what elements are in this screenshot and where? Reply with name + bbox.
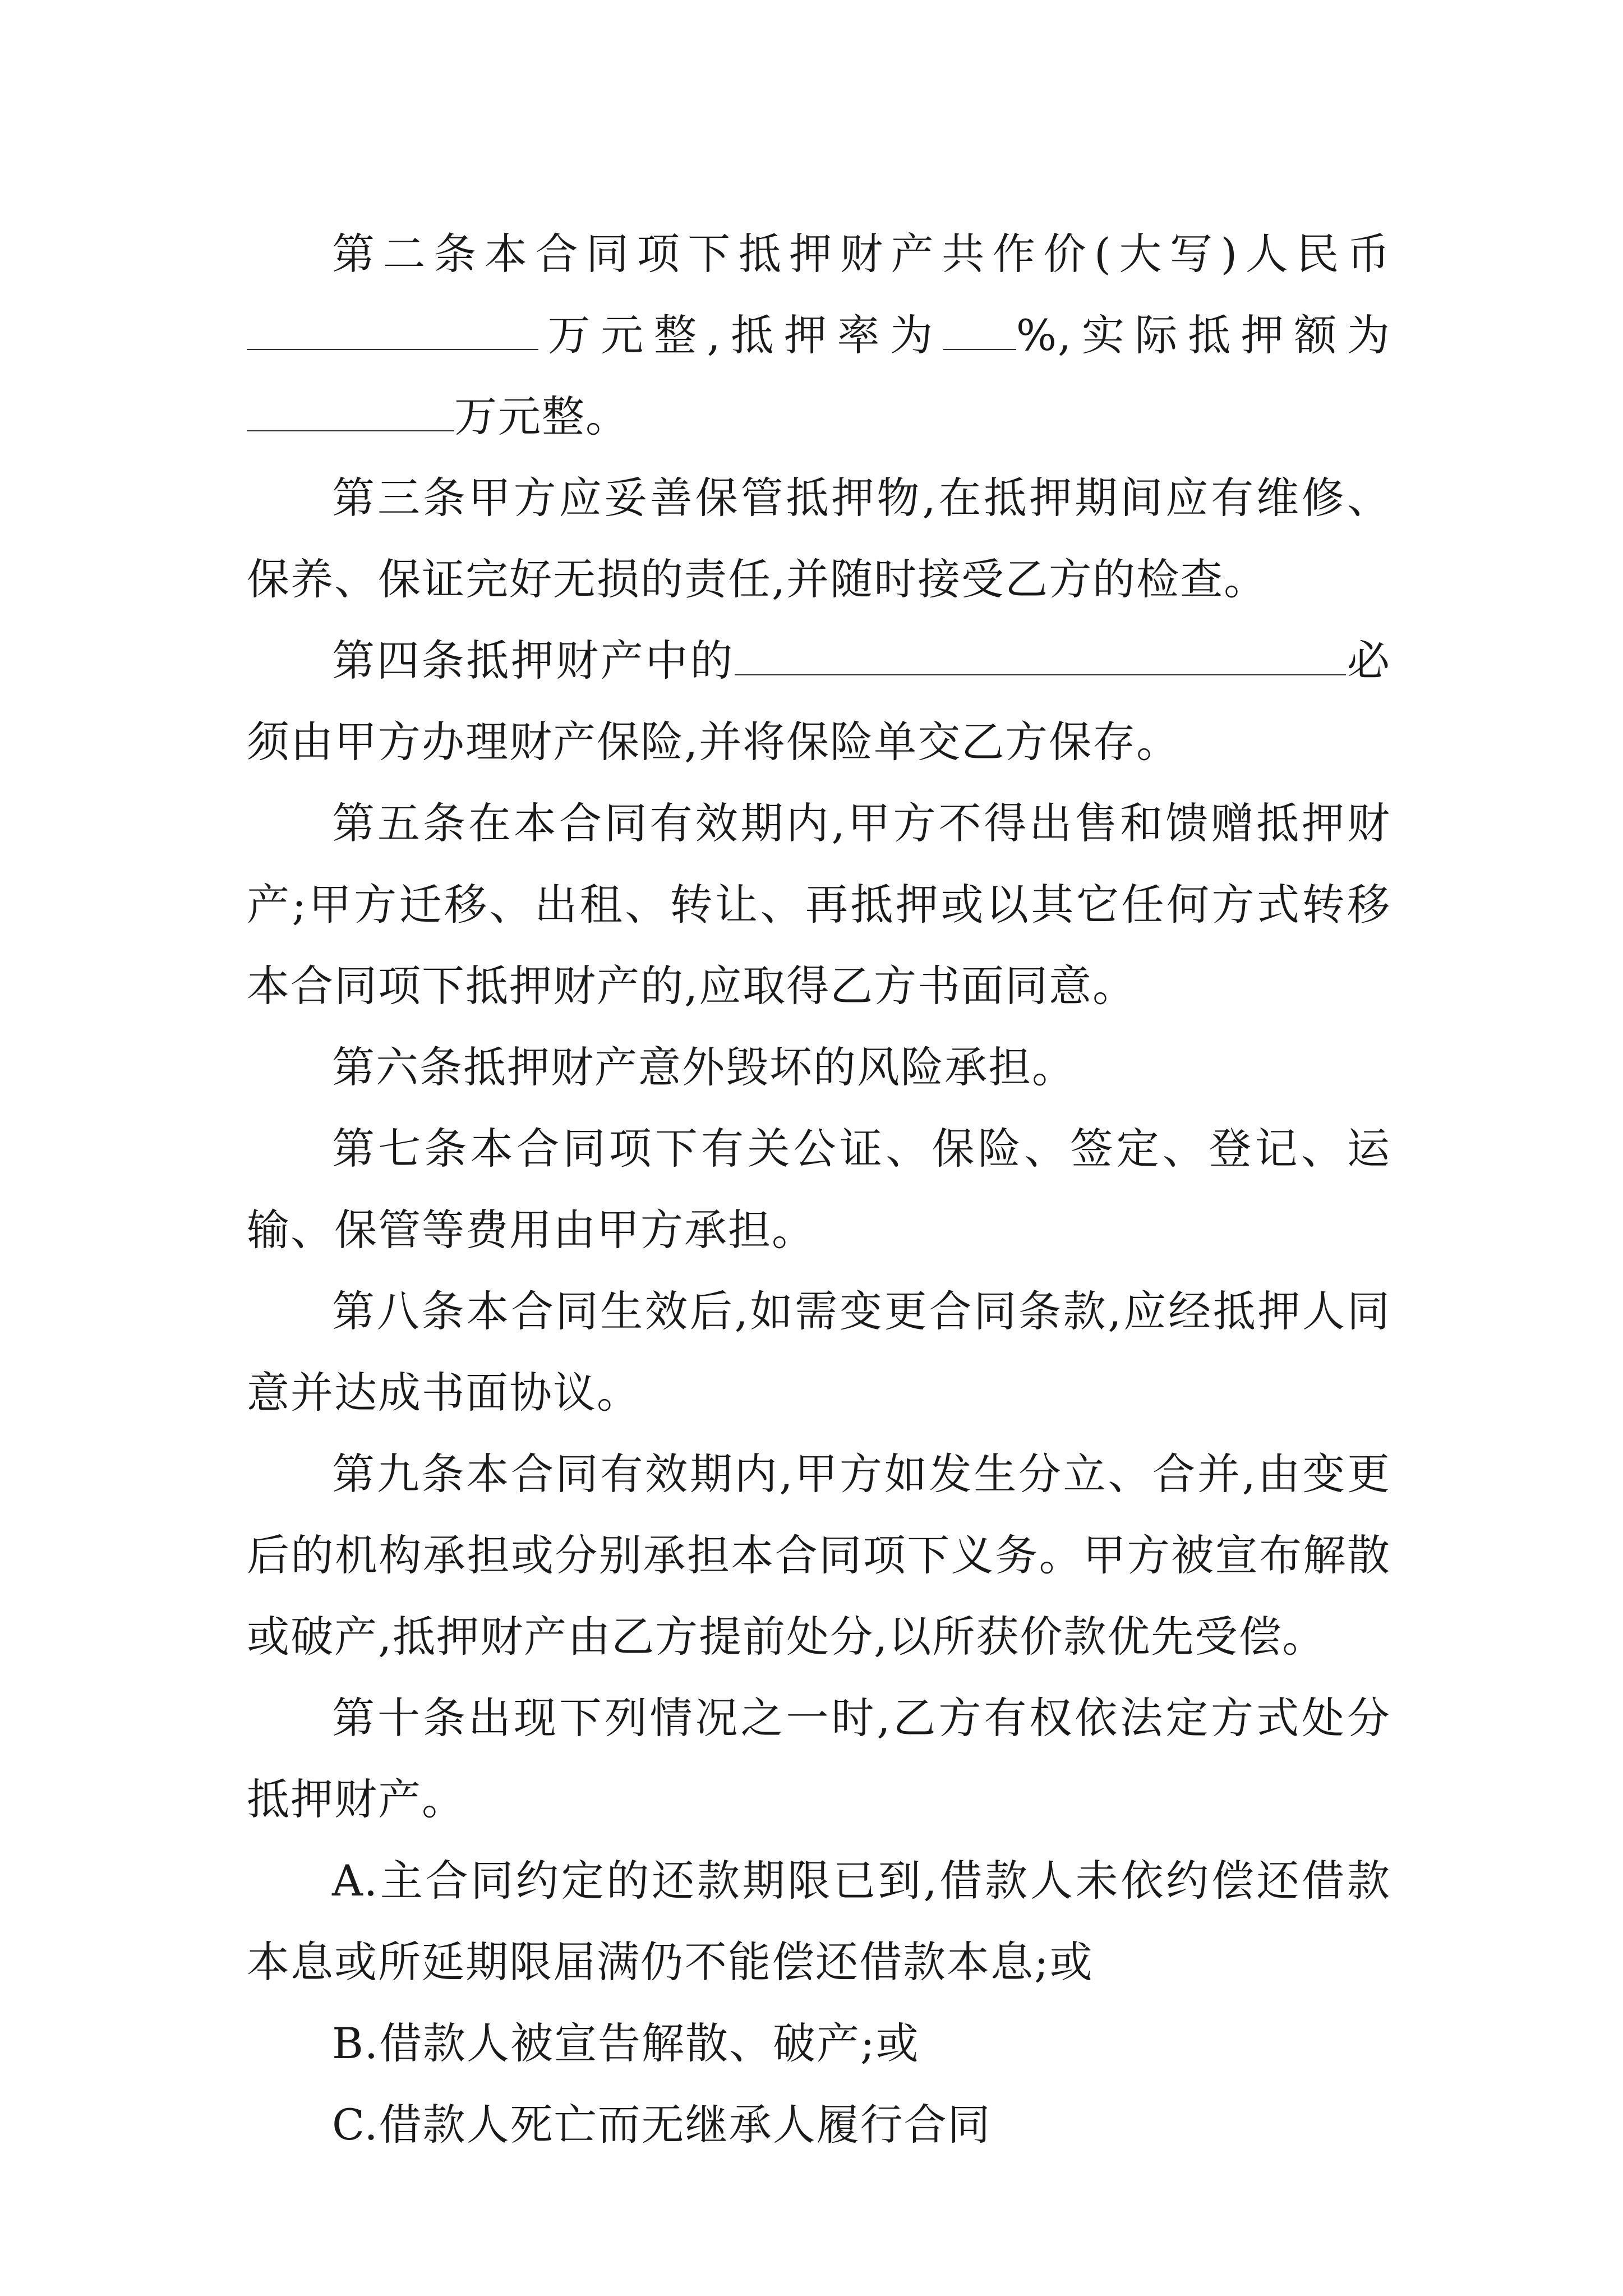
article-2-text-b: 万元整,抵押率为: [538, 310, 943, 360]
list-item-a: A.主合同约定的还款期限已到,借款人未依约偿还借款本息或所延期限届满仍不能偿还借款本息;或: [247, 1856, 1391, 1987]
article-4-text-b: 必须由甲方办理财产保险,并将保险单交乙方保存。: [247, 636, 1391, 767]
article-8: 第八条本合同生效后,如需变更合同条款,应经抵押人同意并达成书面协议。: [247, 1286, 1391, 1418]
article-6: 第六条抵押财产意外毁坏的风险承担。: [332, 1042, 1076, 1092]
article-7: 第七条本合同项下有关公证、保险、签定、登记、运输、保管等费用由甲方承担。: [247, 1124, 1391, 1255]
article-2-text-c: %,实际抵押额为: [1016, 310, 1391, 360]
rate-blank[interactable]: [943, 309, 1016, 350]
article-2: [247, 213, 1391, 457]
amount-blank[interactable]: [247, 390, 454, 431]
article-3: 第三条甲方应妥善保管抵押物,在抵押期间应有维修、保养、保证完好无损的责任,并随时接受乙方的检查。: [247, 473, 1391, 604]
article-4-text-a: 第四条抵押财产中的: [332, 636, 735, 685]
article-2-text-d: 万元整。: [454, 392, 629, 441]
price-blank[interactable]: [247, 309, 538, 350]
document-body: [247, 213, 1391, 2165]
article-10: 第十条出现下列情况之一时,乙方有权依法定方式处分抵押财产。: [247, 1693, 1391, 1824]
insured-items-blank[interactable]: [735, 634, 1346, 675]
article-5: 第五条在本合同有效期内,甲方不得出售和馈赠抵押财产;甲方迁移、出租、转让、再抵押或以其它任何方式转移本合同项下抵押财产的,应取得乙方书面同意。: [247, 798, 1391, 1011]
article-2-text-a: 第二条本合同项下抵押财产共作价(大写)人民币: [332, 229, 1391, 279]
list-item-c: C.借款人死亡而无继承人履行合同: [332, 2100, 992, 2150]
article-4: [247, 620, 1391, 783]
list-item-b: B.借款人被宣告解散、破产;或: [332, 2018, 920, 2068]
article-9: 第九条本合同有效期内,甲方如发生分立、合并,由变更后的机构承担或分别承担本合同项下义务。甲方被宣布解散或破产,抵押财产由乙方提前处分,以所获价款优先受偿。: [247, 1449, 1391, 1662]
